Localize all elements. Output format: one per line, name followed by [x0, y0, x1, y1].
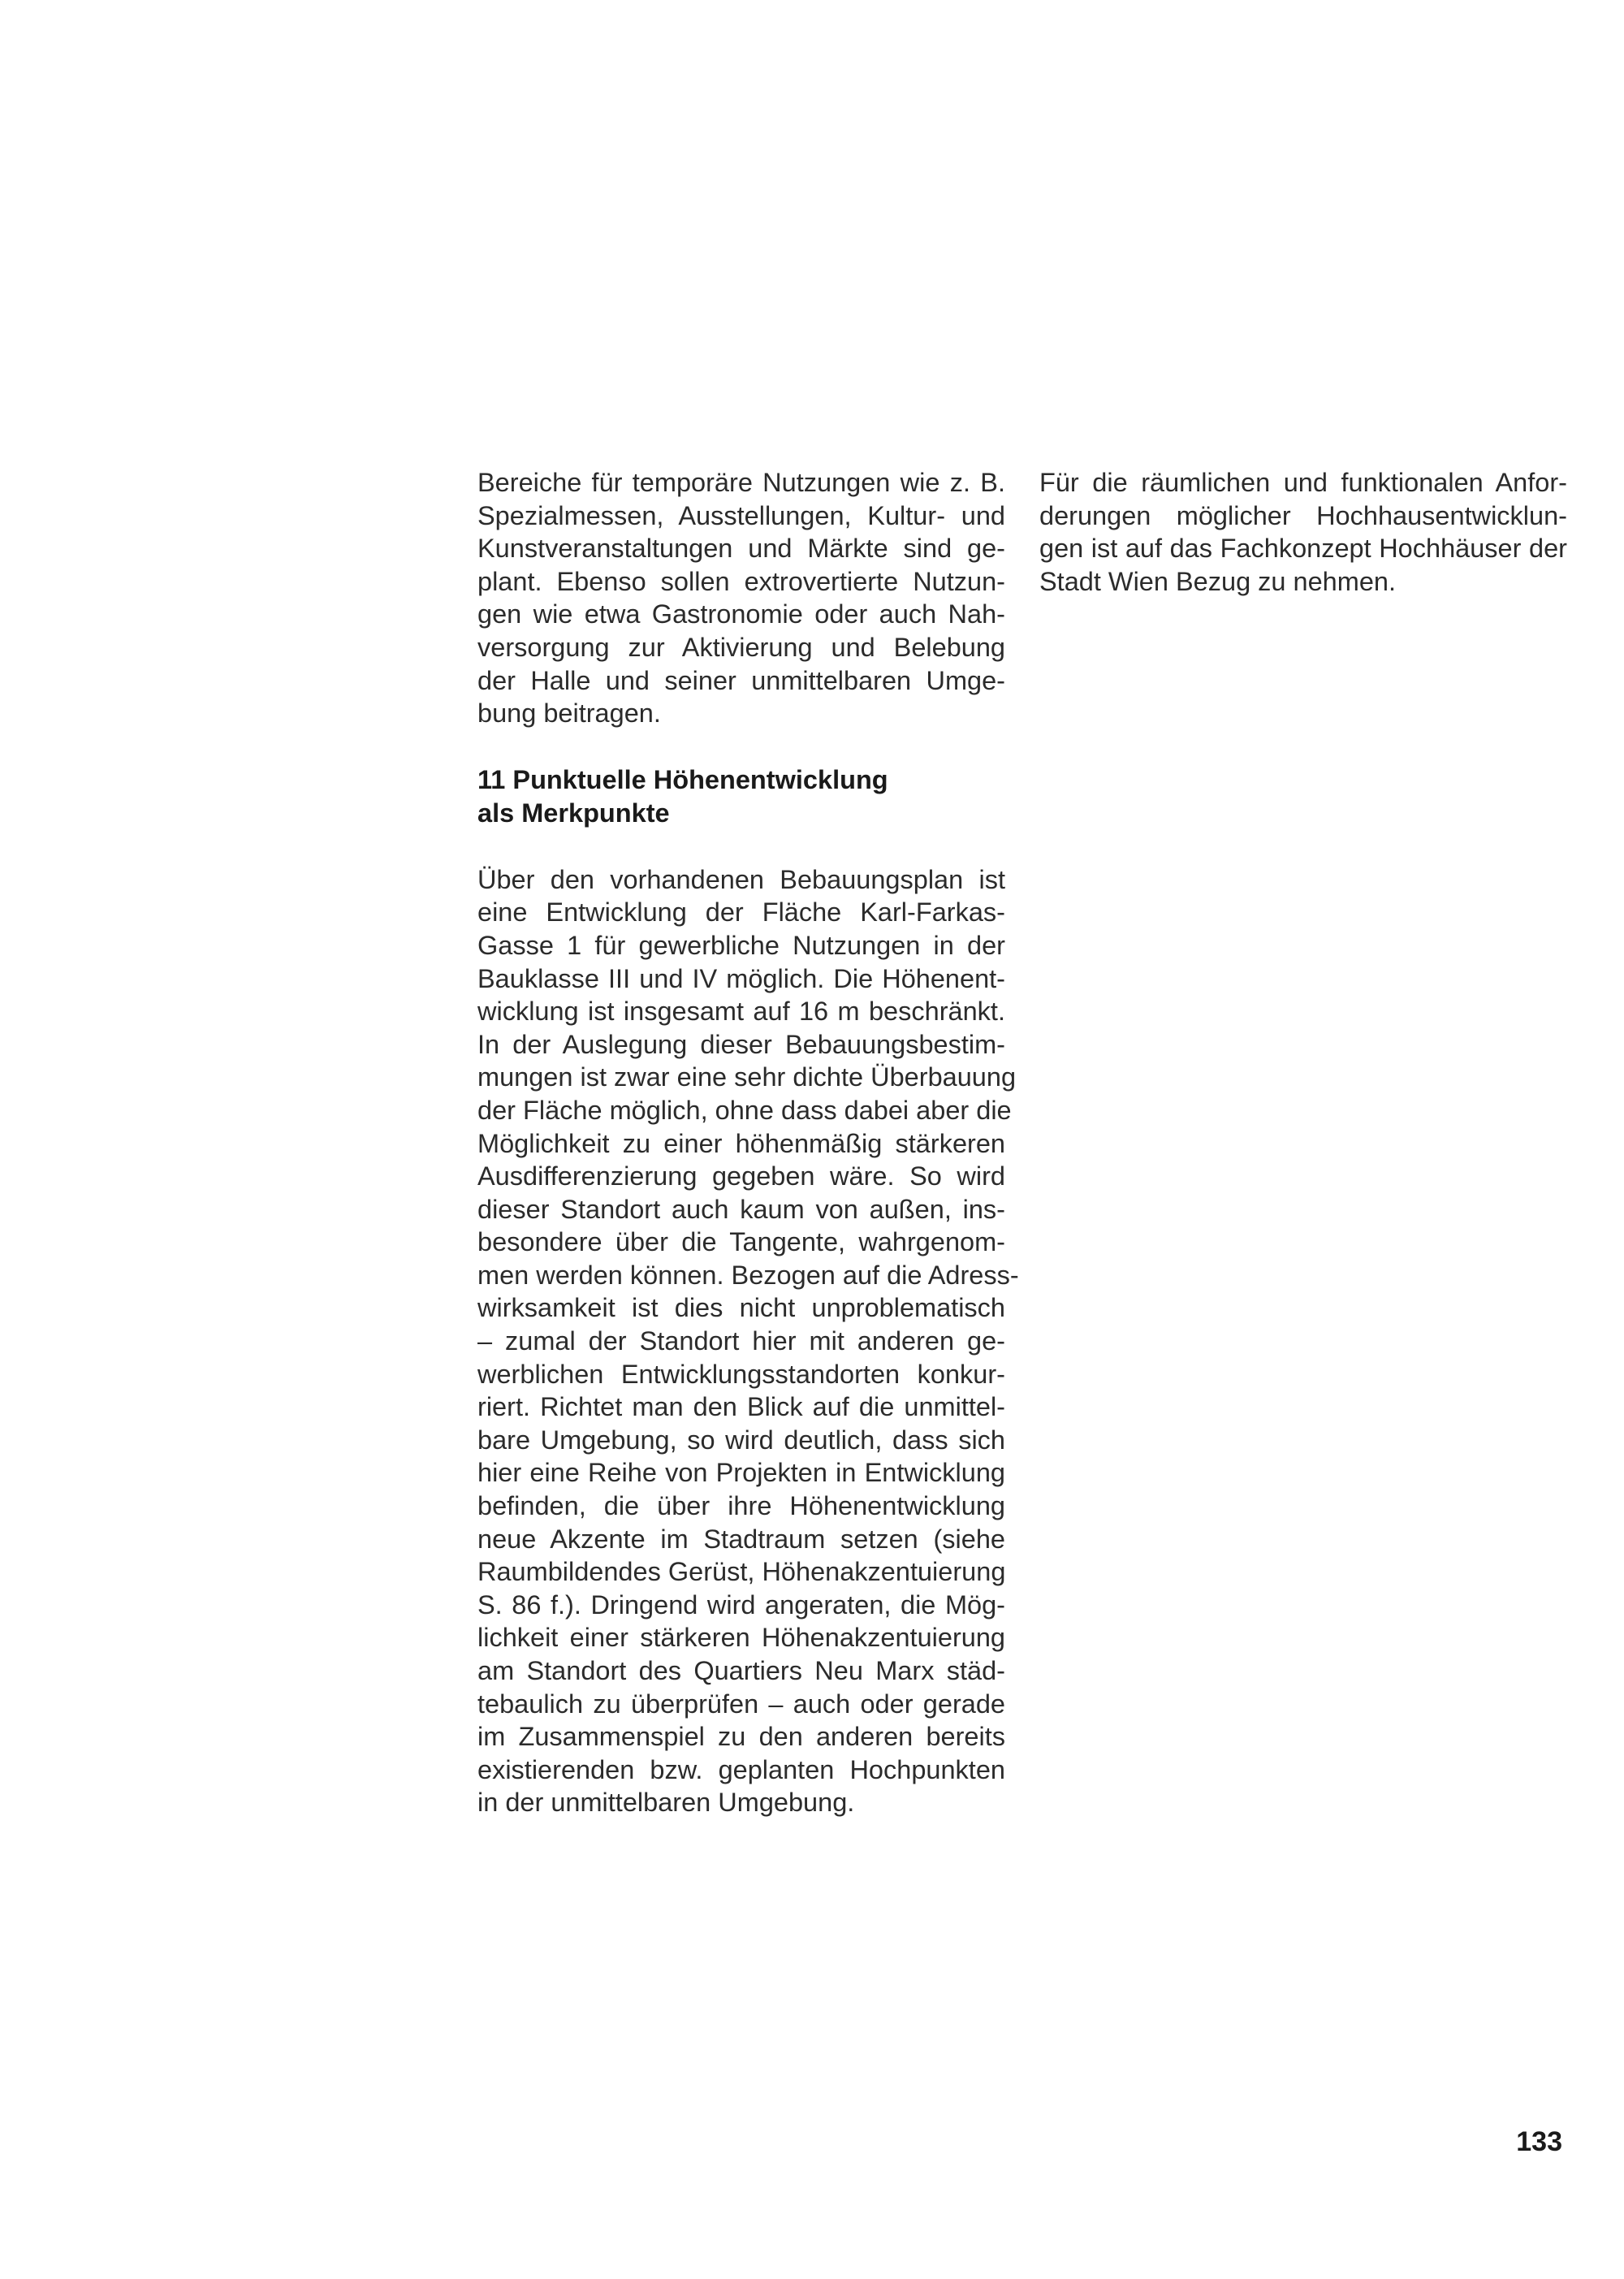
- left-text-column: [477, 466, 1019, 1819]
- text-line: mungen ist zwar eine sehr dichte Überbauung: [477, 1062, 1017, 1092]
- text-line: existierenden bzw. geplanten Hochpunkten: [477, 1754, 1005, 1784]
- text-line: versorgung zur Aktivierung und Belebung: [477, 632, 1005, 662]
- text-line: hier eine Reihe von Projekten in Entwicklung: [477, 1458, 1005, 1488]
- text-line: tebaulich zu überprüfen – auch oder gerade: [477, 1689, 1005, 1719]
- text-line: eine Entwicklung der Fläche Karl-Farkas-: [477, 897, 1005, 928]
- text-line: besondere über die Tangente, wahrgenom-: [477, 1227, 1005, 1257]
- text-line: Möglichkeit zu einer höhenmäßig stärkeren: [477, 1128, 1005, 1158]
- text-line: am Standort des Quartiers Neu Marx städ-: [477, 1656, 1005, 1685]
- text-line: bare Umgebung, so wird deutlich, dass sich: [477, 1425, 1005, 1455]
- text-line: plant. Ebenso sollen extrovertierte Nutzun-: [477, 566, 1005, 596]
- text-line: S. 86 f.). Dringend wird angeraten, die Mög-: [477, 1589, 1005, 1620]
- text-line: der Fläche möglich, ohne dass dabei aber die: [477, 1095, 1012, 1125]
- heading-line: als Merkpunkte: [477, 798, 670, 828]
- text-line: im Zusammenspiel zu den anderen bereits: [477, 1722, 1005, 1752]
- text-line: Gasse 1 für gewerbliche Nutzungen in der: [477, 930, 1005, 960]
- text-line: men werden können. Bezogen auf die Adress-: [477, 1260, 1019, 1290]
- text-line: Kunstveranstaltungen und Märkte sind ge-: [477, 534, 1005, 564]
- text-line: bung beitragen.: [477, 698, 661, 729]
- text-line: Ausdifferenzierung gegeben wäre. So wird: [477, 1161, 1005, 1191]
- text-line: Bereiche für temporäre Nutzungen wie z. B.: [477, 468, 1005, 497]
- text-line: in der unmittelbaren Umgebung.: [477, 1788, 855, 1818]
- text-line: Über den vorhandenen Bebauungsplan ist: [477, 864, 1005, 894]
- right-text-column: [1039, 466, 1567, 598]
- body-paragraph: [477, 863, 1019, 1819]
- section-heading: [477, 763, 1005, 830]
- text-line: befinden, die über ihre Höhenentwicklung: [477, 1491, 1005, 1521]
- text-line: der Halle und seiner unmittelbaren Umge-: [477, 665, 1005, 695]
- text-line: neue Akzente im Stadtraum setzen (siehe: [477, 1524, 1005, 1554]
- intro-paragraph: [477, 466, 1005, 730]
- text-line: dieser Standort auch kaum von außen, ins-: [477, 1194, 1005, 1224]
- text-line: derungen möglicher Hochhausentwicklun-: [1039, 500, 1567, 530]
- text-line: Stadt Wien Bezug zu nehmen.: [1039, 566, 1397, 596]
- right-paragraph: [1039, 466, 1567, 598]
- text-line: In der Auslegung dieser Bebauungsbestim-: [477, 1029, 1005, 1059]
- text-line: wicklung ist insgesamt auf 16 m beschränkt.: [477, 997, 1005, 1027]
- text-line: lichkeit einer stärkeren Höhenakzentuierung: [477, 1623, 1005, 1653]
- text-line: Bauklasse III und IV möglich. Die Höhenent-: [477, 963, 1005, 993]
- text-line: – zumal der Standort hier mit anderen ge-: [477, 1326, 1005, 1356]
- text-line: Raumbildendes Gerüst, Höhenakzentuierung: [477, 1557, 1006, 1587]
- heading-line: 11 Punktuelle Höhenentwicklung: [477, 764, 888, 794]
- text-line: gen wie etwa Gastronomie oder auch Nah-: [477, 599, 1005, 629]
- text-line: wirksamkeit ist dies nicht unproblematisch: [477, 1293, 1005, 1323]
- text-line: Spezialmessen, Ausstellungen, Kultur- und: [477, 500, 1005, 530]
- text-line: werblichen Entwicklungsstandorten konkur-: [477, 1359, 1005, 1389]
- page-number: 133: [1516, 2126, 1562, 2157]
- text-line: Für die räumlichen und funktionalen Anfor-: [1039, 468, 1567, 497]
- text-line: riert. Richtet man den Blick auf die unmittel-: [477, 1392, 1005, 1422]
- text-line: gen ist auf das Fachkonzept Hochhäuser der: [1039, 534, 1567, 564]
